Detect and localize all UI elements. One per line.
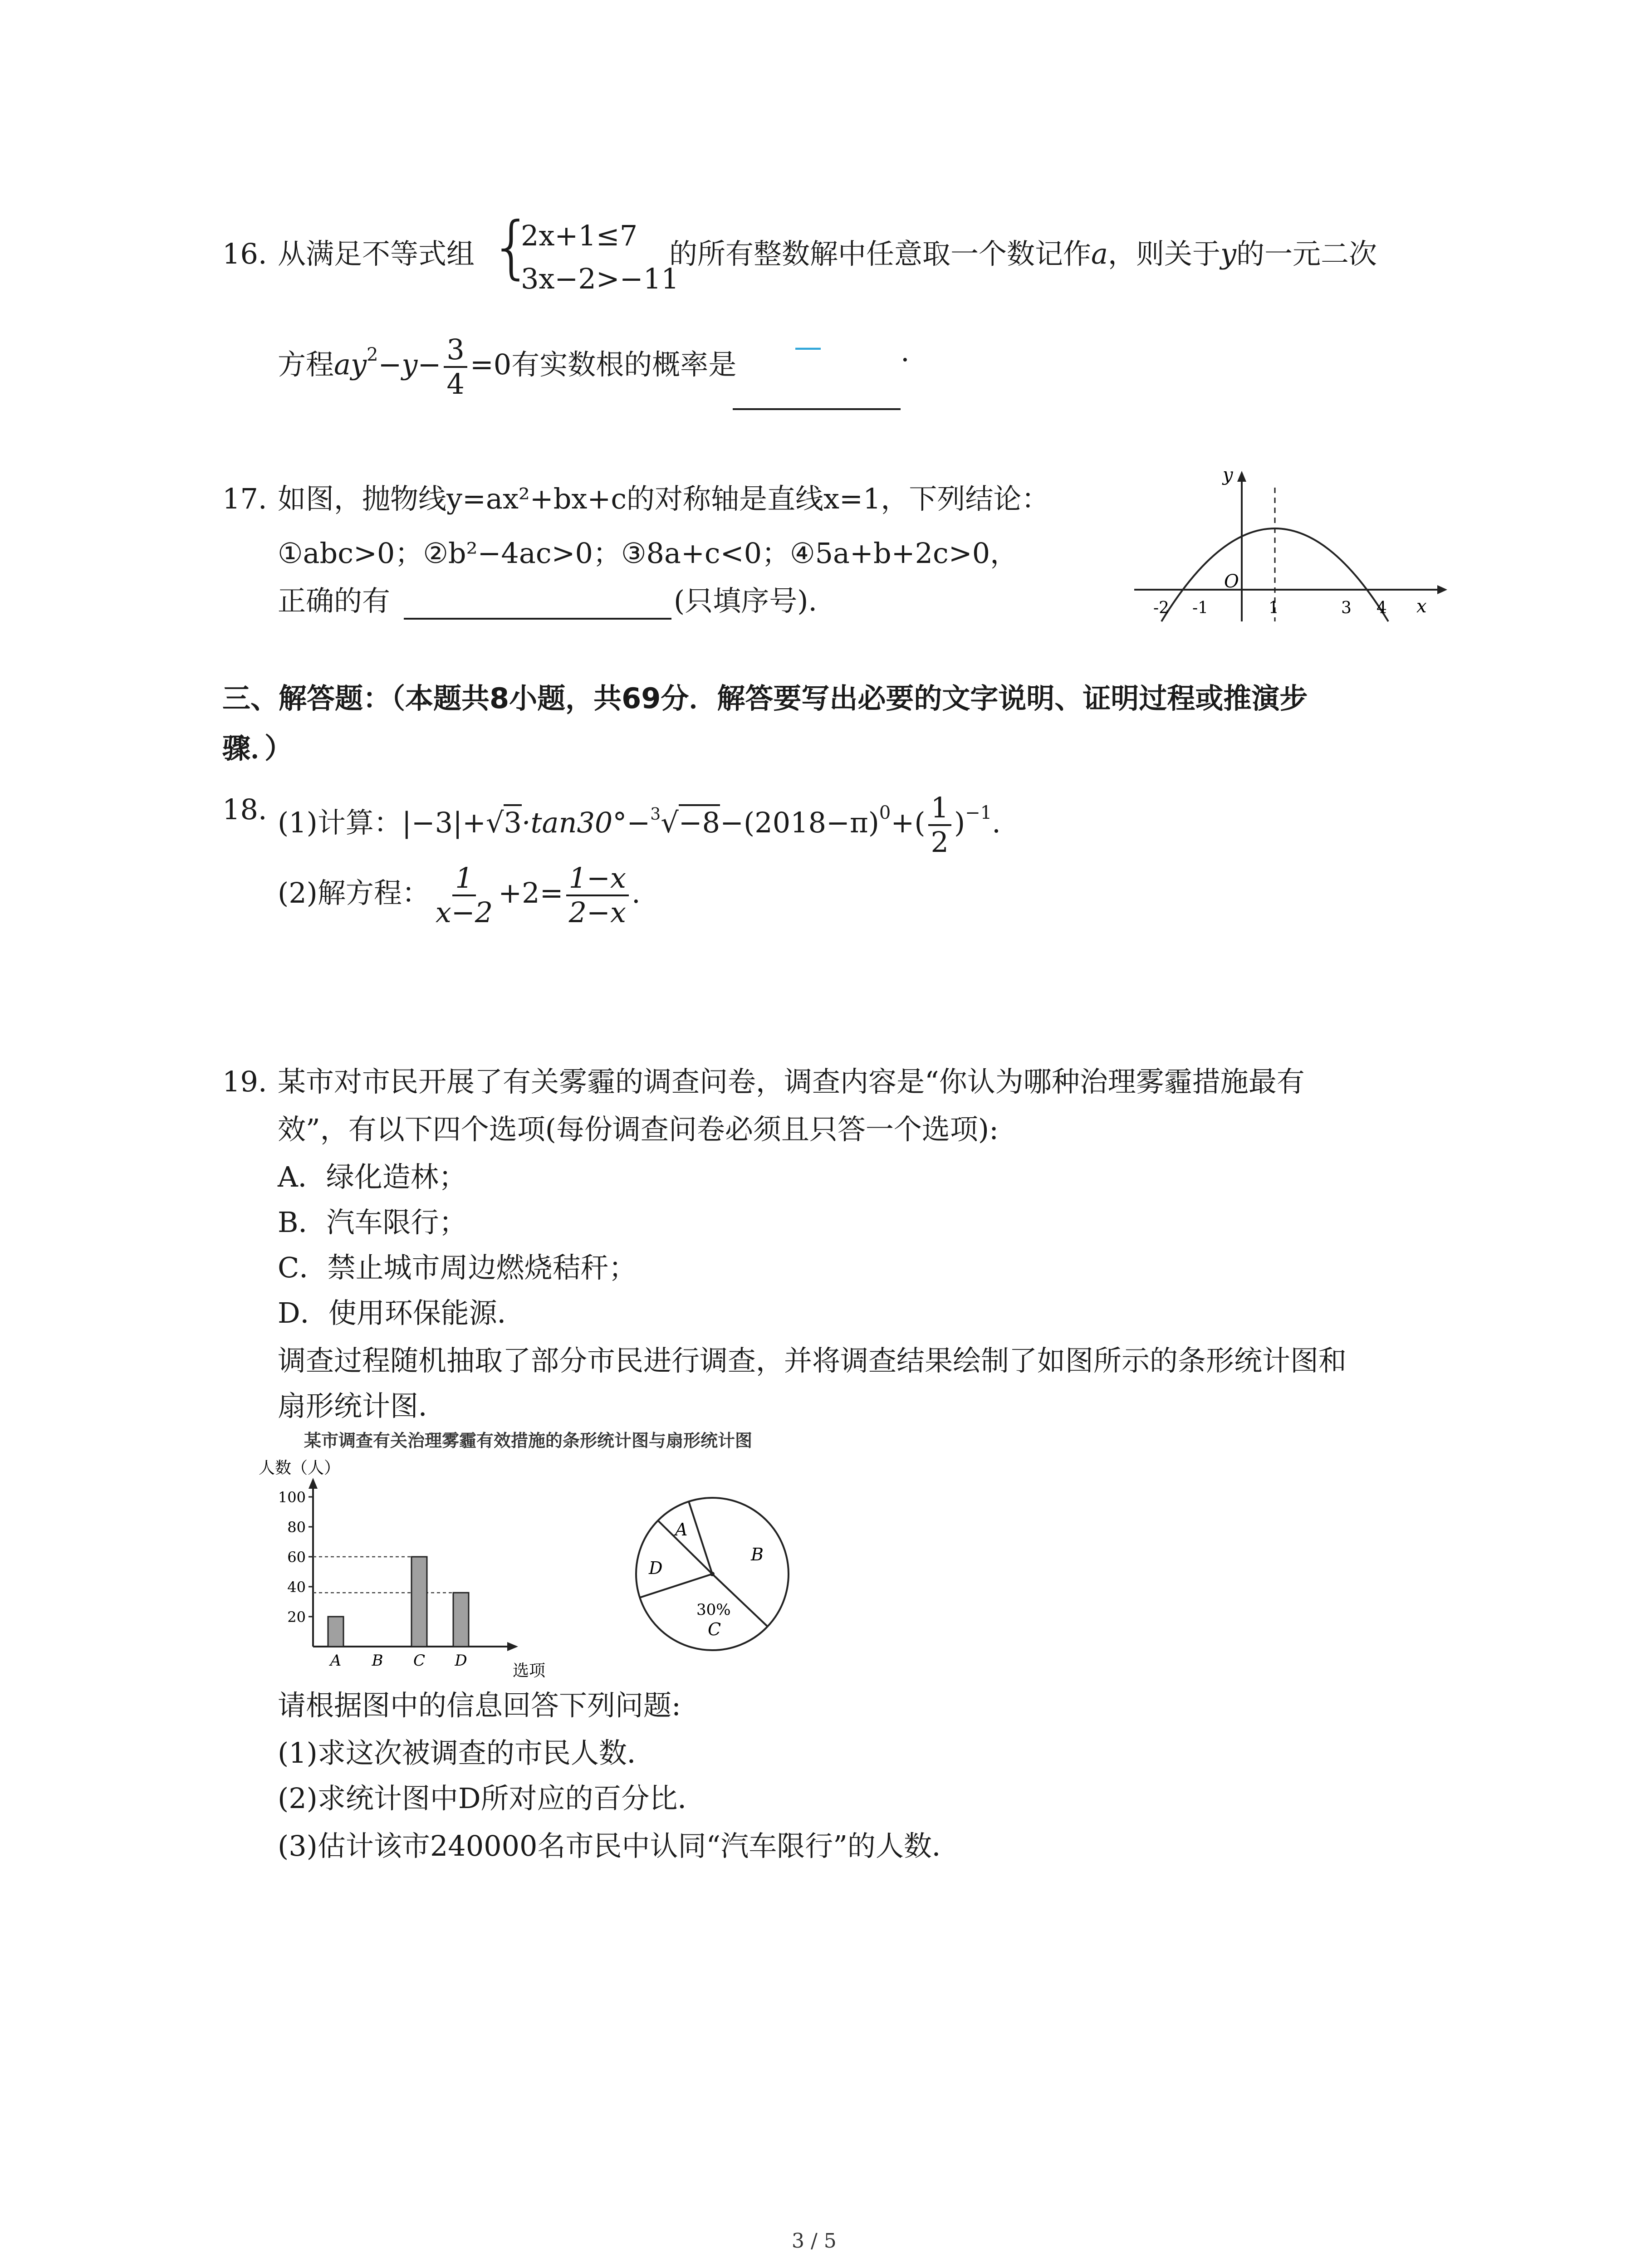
pie-label-a: A [675,1520,688,1540]
q19-option-d: D．使用环保能源． [278,1296,525,1330]
origin-label: O [1224,571,1239,592]
bar-category-label: C [413,1652,426,1670]
q19-question-2: (2)求统计图中D所对应的百分比． [278,1782,706,1815]
q17-line2: ①abc>0；②b²−4ac>0；③8a+c<0；④5a+b+2c>0， [278,537,1019,570]
q19-option-c: C．禁止城市周边燃烧秸秆； [278,1251,637,1284]
bar-category-label: A [330,1652,342,1670]
q19-questions-intro: 请根据图中的信息回答下列问题: [278,1689,681,1722]
q16-inequality-2: 3x−2>−11 [521,262,679,295]
system-brace: { [490,208,534,287]
q18-part2: (2)解方程： $\frac{1}{x-2}$ +2= $\frac{1-x}{2-x}$ . [278,861,641,929]
sqrt-sign: √ [485,806,504,840]
tick-label-neg2: -2 [1153,599,1170,617]
q19-line4: 扇形统计图． [278,1389,447,1422]
fraction-1-x-over-2-x: $\frac{1-x}{2-x}$ [566,862,629,929]
fraction-3-4: $\frac{3}{4}$ [444,333,467,401]
pie-label-c: C [708,1619,721,1639]
tick-label-3: 3 [1341,599,1352,617]
bar-chart [259,1452,585,1687]
q19-line2: 效”，有以下四个选项(每份调查问卷必须且只答一个选项): [278,1113,999,1146]
tick-label-4: 4 [1376,599,1387,617]
fraction-1-2: $\frac{1}{2}$ [928,792,951,859]
q19-question-1: (1)求这次被调查的市民人数． [278,1736,655,1769]
q17-answer-blank[interactable] [404,618,671,620]
q16-answer-dash: — [794,330,822,363]
q19-question-3: (3)估计该市240000名市民中认同“汽车限行”的人数． [278,1829,960,1862]
pie-label-d: D [649,1558,663,1578]
bar-y-tick-label: 40 [287,1579,306,1596]
bar-a [328,1617,343,1647]
q16-text-b: 的所有整数解中任意取一个数记作a，则关于y的一元二次 [669,237,1377,270]
bar-d [453,1593,469,1647]
bar-category-label: D [455,1652,467,1670]
x-axis-label: x [1416,596,1427,617]
fraction-1-over-x-2: $\frac{1}{x-2}$ [435,861,493,929]
q18-number: 18. [222,793,267,826]
section3-heading-line1: 三、解答题：（本题共8小题，共69分．解答要写出必要的文字说明、证明过程或推演步 [222,682,1308,715]
q16-text-a: 从满足不等式组 [278,237,475,270]
page-number: 3 / 5 [792,2229,837,2253]
q19-line1: 某市对市民开展了有关雾霾的调查问卷，调查内容是“你认为哪种治理雾霾措施最有 [278,1065,1305,1098]
q17-line1: 如图，抛物线y=ax²+bx+c的对称轴是直线x=1，下列结论： [278,482,1050,515]
bar-y-tick-label: 60 [287,1549,306,1566]
pie-label-b: B [751,1545,764,1564]
figure-title: 某市调查有关治理雾霾有效措施的条形统计图与扇形统计图 [304,1431,753,1451]
section3-heading-line2: 骤．） [222,732,293,765]
bar-chart-ylabel: 人数（人） [259,1459,341,1477]
tick-label-1: 1 [1269,599,1279,617]
q16-number: 16. [222,237,267,270]
tick-label-neg1: -1 [1192,599,1209,617]
q16-answer-blank[interactable] [733,408,901,410]
q19-option-b: B．汽车限行； [278,1206,467,1239]
q16-line2: 方程$ay^2-y-$ $\frac{3}{4}$ =0有实数根的概率是 [278,333,737,401]
pie-center [710,1572,715,1576]
q17-line3-pre: 正确的有 [278,584,391,617]
parabola-graph [1134,467,1452,631]
q18-part1: (1)计算：$|-3|+√3\cdot\tan 30^\circ-^3√-8-(2018-\pi)^0+$( $\frac{1}{2}$ )$^{-1}$. [278,791,1001,859]
bar-chart-xlabel: 选项 [513,1662,546,1680]
y-axis-arrow [1237,471,1246,482]
bar-y-tick-label: 20 [287,1608,306,1626]
bar-y-tick-label: 100 [278,1489,306,1506]
q17-line3-post: (只填序号). [674,584,818,617]
cbrt-sign: √ [661,806,679,840]
q16-inequality-1: 2x+1≤7 [521,219,638,252]
pie-chart [622,1483,803,1665]
q19-option-a: A．绿化造林； [278,1160,467,1193]
bar-x-axis-arrow [507,1642,518,1651]
bar-category-label: B [372,1652,383,1670]
bar-y-tick-label: 80 [287,1519,306,1536]
q17-number: 17. [222,482,267,515]
q19-line3: 调查过程随机抽取了部分市民进行调查，并将调查结果绘制了如图所示的条形统计图和 [278,1344,1347,1377]
bar-y-axis-arrow [309,1478,318,1489]
q19-number: 19. [222,1065,267,1098]
y-axis-label: y [1223,467,1233,485]
q16-period: . [901,335,910,368]
bar-c [411,1557,427,1647]
x-axis-arrow [1437,585,1447,594]
pie-annotation-30pct: 30% [696,1601,731,1619]
